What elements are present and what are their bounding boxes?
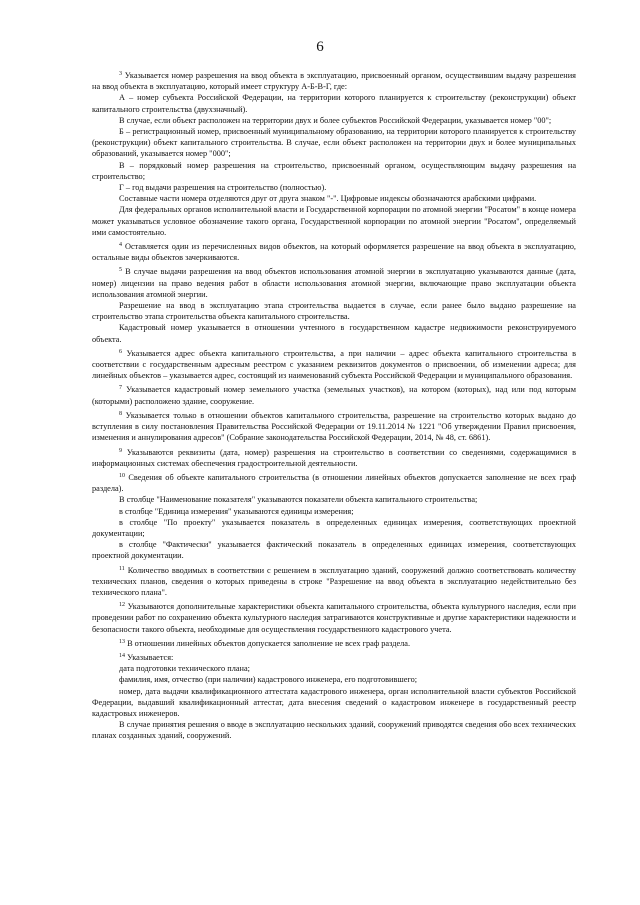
page-number: 6	[316, 39, 324, 55]
footnote-continuation	[92, 115, 576, 126]
paragraph-text: Указываются реквизиты (дата, номер) разрешения на строительство в соответствии со сведениями, содержащимися в информационных системах обеспечения градостроительной деятельности.	[92, 447, 576, 468]
paragraph-text: Г – год выдачи разрешения на строительство (полностью).	[119, 183, 327, 193]
footnote-continuation	[92, 686, 576, 720]
paragraph-text: В случае принятия решения о вводе в эксплуатацию нескольких зданий, сооружений приводятся сведения обо всех технических планах созданных зданий, сооружений.	[92, 720, 576, 741]
footnote-continuation	[92, 494, 576, 505]
footnote-paragraph	[92, 241, 576, 263]
footnote-marker: 8	[119, 410, 122, 417]
footnote-paragraph	[92, 447, 576, 469]
paragraph-text: В отношении линейных объектов допускается заполнение не всех граф раздела.	[125, 638, 411, 648]
paragraph-text: Оставляется один из перечисленных видов объектов, на который оформляется разрешение на ввод объекта в эксплуатацию, остальные виды объектов зачеркиваются.	[92, 242, 576, 263]
footnote-continuation	[92, 539, 576, 561]
paragraph-text: Указывается кадастровый номер земельного участка (земельных участков), на котором (которых), над или под которым (которыми) расположено здание, сооружение.	[92, 385, 576, 406]
paragraph-text: номер, дата выдачи квалификационного аттестата кадастрового инженера, орган исполнительной власти субъектов Российской Федерации, выдавший квалификационный аттестат, дата внесения сведений о кадастровом инженере в государственный реестр кадастровых инженеров.	[92, 686, 576, 718]
paragraph-text: в столбце "По проекту" указывается показатель в определенных единицах измерения, соответствующих проектной документации;	[92, 517, 576, 538]
footnote-continuation	[92, 92, 576, 114]
footnote-marker: 4	[119, 242, 122, 249]
paragraph-text: В столбце "Наименование показателя" указываются показатели объекта капитального строительства;	[119, 495, 478, 505]
footnote-continuation	[92, 193, 576, 204]
footnote-continuation	[92, 674, 576, 685]
paragraph-text: Разрешение на ввод в эксплуатацию этапа строительства выдается в случае, если ранее было выдано разрешение на строительство этапа строительства объекта капитального строительства.	[92, 301, 576, 322]
footnote-marker: 6	[119, 348, 122, 355]
paragraph-text: Указывается номер разрешения на ввод объекта в эксплуатацию, присвоенный органом, осуществившим выдачу разрешения на ввод объекта в эксплуатацию, который имеет структуру А-Б-В-Г, где:	[92, 71, 576, 92]
paragraph-text: Указывается адрес объекта капитального строительства, а при наличии – адрес объекта капитального строительства в соответствии с государственным адресным реестром с указанием реквизитов документов о присвоении, об изменении адреса; для линейных объектов – указывается адрес, состоящий из наименований субъекта Российской Федерации и муниципального образования.	[92, 348, 576, 381]
paragraph-text: В случае, если объект расположен на территории двух и более субъектов Российской Федерации, указывается номер "00";	[119, 115, 552, 125]
footnote-continuation	[92, 719, 576, 741]
footnote-continuation	[92, 517, 576, 539]
footnote-continuation	[92, 204, 576, 238]
footnote-continuation	[92, 160, 576, 182]
paragraph-text: Указывается только в отношении объектов капитального строительства, разрешение на строительство которых выдано до вступления в силу постановления Правительства Российской Федерации от 19.11.2014 № 1221 "Об утверждении Правил присвоения, изменения и аннулирования адресов" (Собрание законодательства Российской Федерации, 2014, № 48, ст. 6861).	[92, 410, 576, 443]
footnote-marker: 5	[119, 267, 122, 274]
footnote-paragraph	[92, 472, 576, 494]
footnote-marker: 11	[119, 565, 125, 572]
paragraph-text: в столбце "Единица измерения" указываются единицы измерения;	[119, 506, 354, 516]
footnote-marker: 9	[119, 447, 122, 454]
paragraph-text: дата подготовки технического плана;	[119, 664, 250, 674]
footnotes-body	[92, 70, 576, 742]
footnote-marker: 7	[119, 385, 122, 392]
footnote-continuation	[92, 300, 576, 322]
paragraph-text: фамилия, имя, отчество (при наличии) кадастрового инженера, его подготовившего;	[119, 675, 418, 685]
paragraph-text: В – порядковый номер разрешения на строительство, присвоенный органом, осуществляющим выдачу разрешения на строительство;	[92, 160, 576, 181]
footnote-continuation	[92, 506, 576, 517]
footnote-paragraph	[92, 638, 576, 649]
paragraph-text: в столбце "Фактически" указывается фактический показатель в определенных единицах измерения, соответствующих проектной документации.	[92, 540, 576, 561]
footnote-continuation	[92, 182, 576, 193]
footnote-paragraph	[92, 348, 576, 382]
paragraph-text: Для федеральных органов исполнительной власти и Государственной корпорации по атомной энергии "Росатом" в конце номера может указываться условное обозначение такого органа, Государственной корпорации по атомной энергии "Росатом", определяемый ими самостоятельно.	[92, 205, 576, 237]
footnote-paragraph	[92, 384, 576, 406]
footnote-marker: 14	[119, 652, 125, 659]
paragraph-text: А – номер субъекта Российской Федерации, на территории которого планируется к строительству (реконструкции) объект капитального строительства (двухзначный).	[92, 93, 576, 114]
footnote-marker: 10	[119, 472, 125, 479]
footnote-paragraph	[92, 565, 576, 599]
footnote-paragraph	[92, 70, 576, 92]
footnote-marker: 3	[119, 71, 122, 77]
footnote-marker: 13	[119, 638, 125, 645]
paragraph-text: Б – регистрационный номер, присвоенный муниципальному образованию, на территории которого планируется к строительству (реконструкции) объект капитального строительства. В случае, если объект расположен на территории двух и более муниципальных образований, указывается номер "000";	[92, 127, 576, 159]
paragraph-text: Сведения об объекте капитального строительства (в отношении линейных объектов допускается заполнение не всех граф раздела).	[92, 472, 576, 494]
paragraph-text: Указывается:	[125, 652, 174, 662]
footnote-marker: 12	[119, 602, 125, 609]
paragraph-text: Кадастровый номер указывается в отношении учтенного в государственном кадастре недвижимости реконструируемого объекта.	[92, 323, 576, 344]
footnote-paragraph	[92, 601, 576, 635]
footnote-paragraph	[92, 266, 576, 300]
footnote-paragraph	[92, 410, 576, 444]
footnote-continuation	[92, 126, 576, 160]
paragraph-text: Составные части номера отделяются друг от друга знаком "-". Цифровые индексы обозначаются арабскими цифрами.	[119, 194, 537, 204]
paragraph-text: Количество вводимых в соответствии с решением в эксплуатацию зданий, сооружений должно соответствовать количеству технических планов, сведения о которых приведены в строке "Разрешение на ввод объекта в эксплуатацию недействительно без технического плана".	[92, 565, 576, 597]
footnote-continuation	[92, 663, 576, 674]
footnote-paragraph	[92, 652, 576, 663]
footnote-continuation	[92, 322, 576, 344]
paragraph-text: Указываются дополнительные характеристики объекта капитального строительства, объекта культурного наследия, если при проведении работ по сохранению объекта культурного наследия затрагиваются конструктивные и другие характеристики надежности и безопасности такого объекта, необходимые для осуществления государственного кадастрового учета.	[92, 602, 576, 634]
paragraph-text: В случае выдачи разрешения на ввод объектов использования атомной энергии в эксплуатацию указываются данные (дата, номер) лицензии на право ведения работ в области использования атомной энергии, включающие право эксплуатации объекта использования атомной энергии.	[92, 267, 576, 299]
